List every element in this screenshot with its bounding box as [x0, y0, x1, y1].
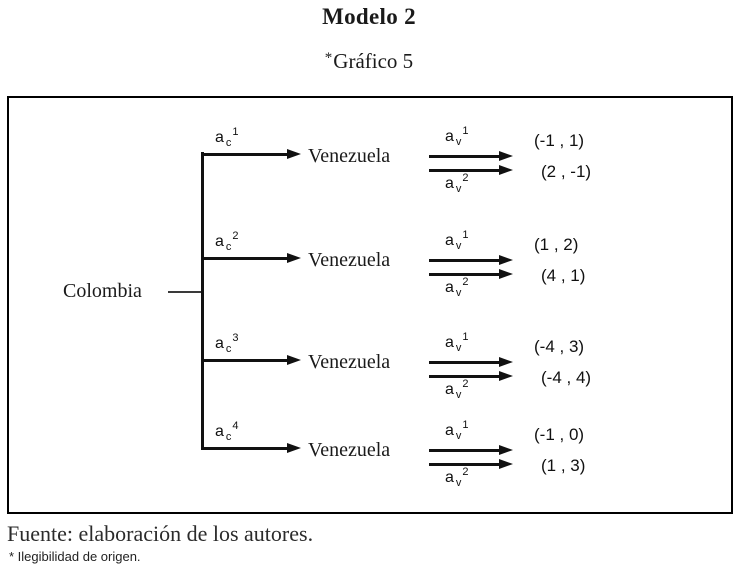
venezuela-action-label-1: a $_v^1$: [445, 331, 469, 354]
venezuela-action-label-2: a $_v^2$: [445, 276, 469, 299]
payoff-pair-1: (-1 , 1): [534, 131, 585, 150]
payoff-pair-2: (4 , 1): [541, 266, 586, 285]
venezuela-action-label-1: a $_v^1$: [445, 419, 469, 442]
branch-arrowhead-icon: [287, 355, 301, 365]
move-arrow-line-1: [429, 449, 499, 452]
venezuela-action-label-2: a $_v^2$: [445, 466, 469, 489]
move-arrowhead-icon-1: [499, 151, 513, 161]
payoff-pair-1: (1 , 2): [534, 235, 579, 254]
venezuela-node-label: Venezuela: [308, 249, 391, 271]
colombia-action-label: a $_c^1$: [215, 126, 239, 149]
colombia-action-label: a $_c^2$: [215, 230, 239, 253]
move-arrowhead-icon-1: [499, 357, 513, 367]
branch-arrow-line: [203, 257, 287, 260]
payoff-pair-2: (1 , 3): [541, 456, 586, 475]
page-title: Modelo 2: [322, 4, 416, 29]
move-arrowhead-icon-2: [499, 459, 513, 469]
branch-arrowhead-icon: [287, 253, 301, 263]
branch-arrow-line: [203, 447, 287, 450]
tree-spine-line: [201, 152, 204, 450]
venezuela-node-label: Venezuela: [308, 439, 391, 461]
root-node-label: Colombia: [63, 280, 142, 302]
move-arrowhead-icon-1: [499, 255, 513, 265]
branch-arrowhead-icon: [287, 443, 301, 453]
branch-arrow-line: [203, 153, 287, 156]
move-arrow-line-1: [429, 361, 499, 364]
move-arrowhead-icon-1: [499, 445, 513, 455]
venezuela-node-label: Venezuela: [308, 351, 391, 373]
root-connector-line: [168, 291, 203, 293]
asterisk-mark: *: [324, 50, 333, 66]
move-arrow-line-1: [429, 259, 499, 262]
move-arrowhead-icon-2: [499, 269, 513, 279]
venezuela-action-label-2: a $_v^2$: [445, 378, 469, 401]
branch-arrowhead-icon: [287, 149, 301, 159]
colombia-action-label: a $_c^3$: [215, 332, 239, 355]
venezuela-action-label-1: a $_v^1$: [445, 125, 469, 148]
branch-arrow-line: [203, 359, 287, 362]
move-arrowhead-icon-2: [499, 371, 513, 381]
figure-subtitle-text: Gráfico 5: [333, 49, 414, 73]
source-line: Fuente: elaboración de los autores.: [7, 521, 314, 546]
payoff-pair-2: (2 , -1): [541, 162, 592, 181]
move-arrow-line-1: [429, 155, 499, 158]
payoff-pair-1: (-1 , 0): [534, 425, 585, 444]
game-tree-box: [7, 96, 733, 514]
colombia-action-label: a $_c^4$: [215, 420, 239, 443]
venezuela-action-label-1: a $_v^1$: [445, 229, 469, 252]
venezuela-action-label-2: a $_v^2$: [445, 172, 469, 195]
payoff-pair-2: (-4 , 4): [541, 368, 592, 387]
footnote: * Ilegibilidad de origen.: [9, 549, 141, 564]
figure-subtitle: [0, 49, 738, 74]
venezuela-node-label: Venezuela: [308, 145, 391, 167]
payoff-pair-1: (-4 , 3): [534, 337, 585, 356]
move-arrowhead-icon-2: [499, 165, 513, 175]
